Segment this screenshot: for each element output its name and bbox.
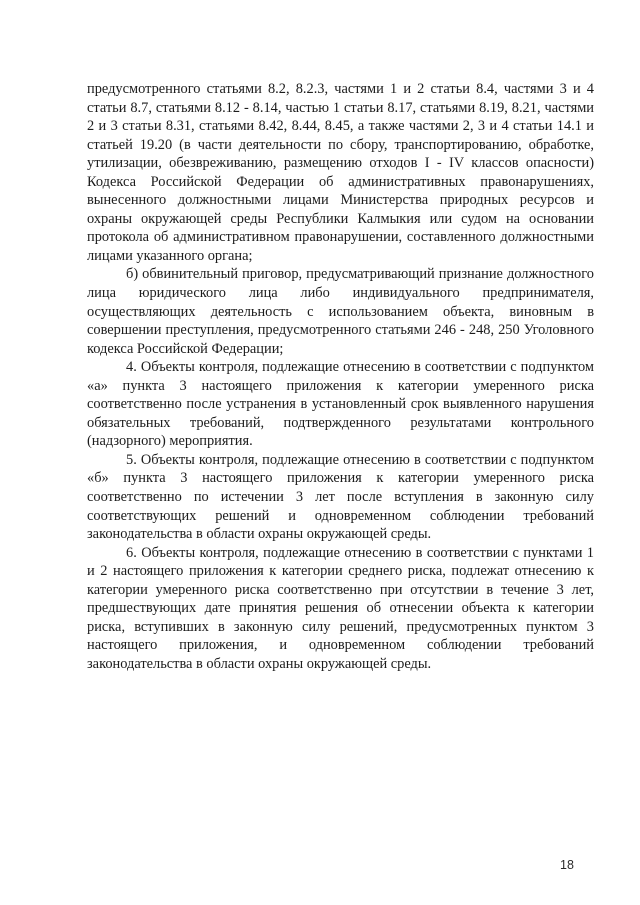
paragraph-item-6: 6. Объекты контроля, подлежащие отнесению в соответствии с пунктами 1 и 2 настоящего приложения к категории среднего риска, подлежат отнесению к категории умеренного риска соответственно при отсутствии в течение 3 лет, предшествующих дате принятия решения об отнесении объекта к категории риска, вступивших в законную силу решений, предусмотренных пунктом 3 настоящего приложения, и одновременном соблюдении требований законодательства в области охраны окружающей среды. <box>87 544 594 672</box>
paragraph-item-4: 4. Объекты контроля, подлежащие отнесению в соответствии с подпунктом «а» пункта 3 настоящего приложения к категории умеренного риска соответственно после устранения в установленный срок выявленного нарушения обязательных требований, подтвержденного результатами контрольного (надзорного) мероприятия. <box>87 359 594 450</box>
document-body <box>87 80 594 674</box>
paragraph-item-5: 5. Объекты контроля, подлежащие отнесению в соответствии с подпунктом «б» пункта 3 настоящего приложения к категории умеренного риска соответственно по истечении 3 лет после вступления в законную силу соответствующих решений и одновременном соблюдении требований законодательства в области охраны окружающей среды. <box>87 451 594 543</box>
paragraph-continuation: предусмотренного статьями 8.2, 8.2.3, частями 1 и 2 статьи 8.4, частями 3 и 4 статьи 8.7, статьями 8.12 - 8.14, частью 1 статьи 8.17, статьями 8.19, 8.21, частями 2 и 3 статьи 8.31, статьями 8.42, 8.44, 8.45, а также частями 2, 3 и 4 статьи 14.1 и статьей 19.20 (в части деятельности по сбору, транспортированию, обработке, утилизации, обезвреживанию, размещению отходов I - IV классов опасности) Кодекса Российской Федерации об административных правонарушениях, вынесенного должностными лицами Министерства природных ресурсов и охраны окружающей среды Республики Калмыкия или судом на основании протокола об административном правонарушении, составленного должностными лицами указанного органа; <box>87 81 594 264</box>
paragraph-subitem-b: б) обвинительный приговор, предусматривающий признание должностного лица юридического лица либо индивидуального предпринимателя, осуществляющих деятельность с использованием объекта, виновным в совершении преступления, предусмотренного статьями 246 - 248, 250 Уголовного кодекса Российской Федерации; <box>87 266 594 357</box>
page-number: 18 <box>560 858 574 872</box>
